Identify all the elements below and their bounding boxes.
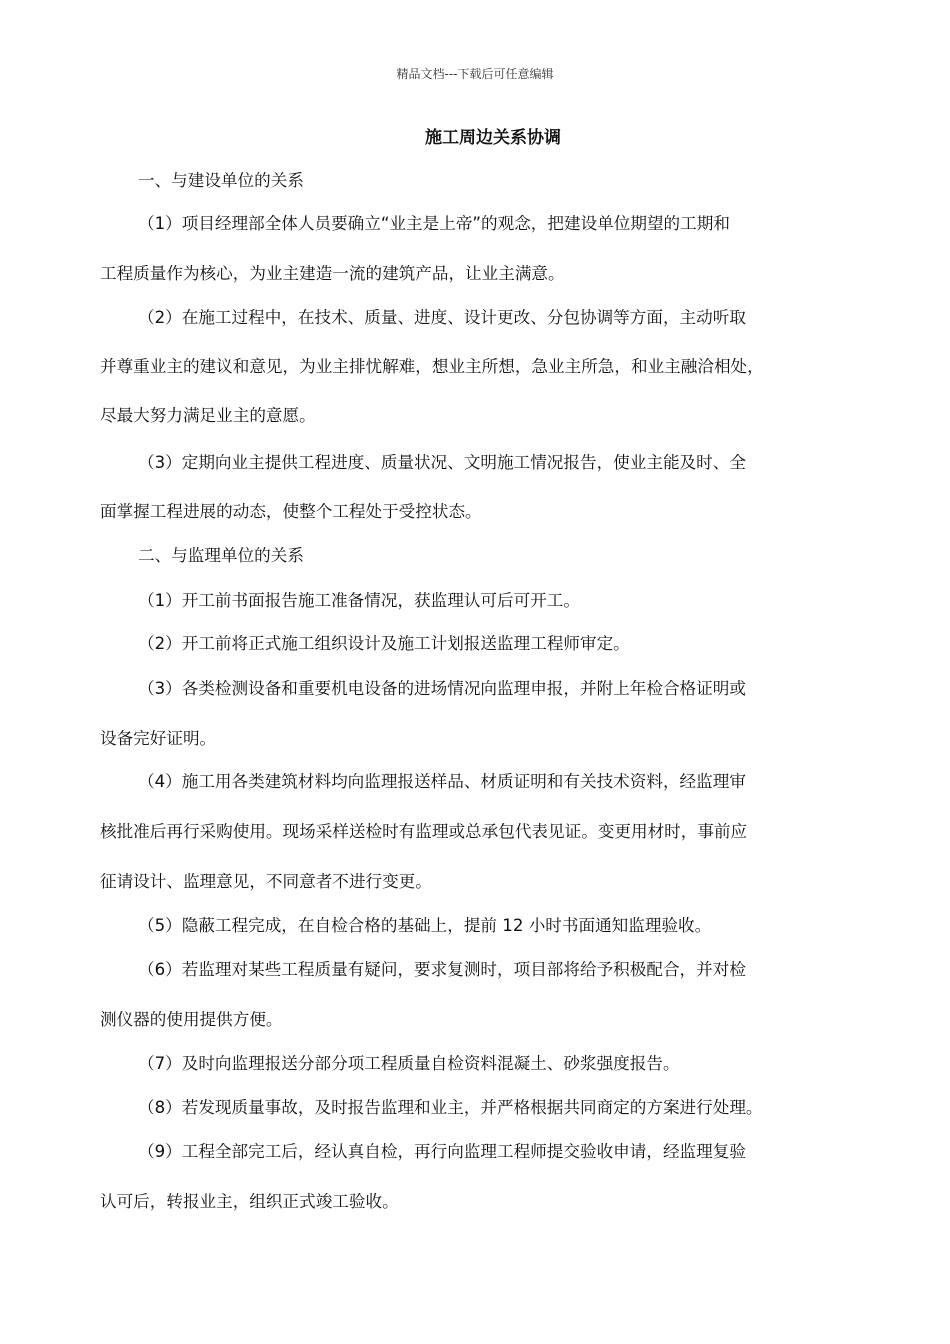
paragraph-line: （8）若发现质量事故，及时报告监理和业主，并严格根据共同商定的方案进行处理。 [138, 1098, 763, 1117]
paragraph-line: （2）在施工过程中，在技术、质量、进度、设计更改、分包协调等方面，主动听取 [138, 308, 746, 327]
paragraph-line: （1）开工前书面报告施工准备情况，获监理认可后可开工。 [138, 591, 580, 610]
paragraph-line: （3）各类检测设备和重要机电设备的进场情况向监理申报，并附上年检合格证明或 [138, 679, 746, 698]
paragraph-line: （2）开工前将正式施工组织设计及施工计划报送监理工程师审定。 [138, 634, 630, 653]
paragraph-line: 设备完好证明。 [100, 729, 217, 748]
paragraph-line: （7）及时向监理报送分部分项工程质量自检资料混凝土、砂浆强度报告。 [138, 1054, 680, 1073]
paragraph-line: （3）定期向业主提供工程进度、质量状况、文明施工情况报告，使业主能及时、全 [138, 453, 746, 472]
paragraph-line: 核批准后再行采购使用。现场采样送检时有监理或总承包代表见证。变更用材时，事前应 [100, 822, 748, 841]
paragraph-line: （6）若监理对某些工程质量有疑问，要求复测时，项目部将给予积极配合，并对检 [138, 960, 746, 979]
paragraph-line: 面掌握工程进展的动态，使整个工程处于受控状态。 [100, 502, 482, 521]
section-heading-construction-unit: 一、与建设单位的关系 [138, 171, 304, 190]
paragraph-line: 测仪器的使用提供方便。 [100, 1010, 283, 1029]
section-heading-supervision-unit: 二、与监理单位的关系 [138, 546, 304, 565]
header-note: 精品文档---下载后可任意编辑 [396, 67, 554, 81]
paragraph-line: （4）施工用各类建筑材料均向监理报送样品、材质证明和有关技术资料，经监理审 [138, 772, 746, 791]
paragraph-line: 认可后，转报业主，组织正式竣工验收。 [100, 1192, 399, 1211]
paragraph-line: （9）工程全部完工后，经认真自检，再行向监理工程师提交验收申请，经监理复验 [138, 1142, 746, 1161]
paragraph-line: 并尊重业主的建议和意见，为业主排忧解难，想业主所想，急业主所急，和业主融洽相处， [100, 357, 764, 376]
paragraph-line: 工程质量作为核心，为业主建造一流的建筑产品，让业主满意。 [100, 264, 565, 283]
paragraph-line: （5）隐蔽工程完成，在自检合格的基础上，提前 12 小时书面通知监理验收。 [138, 916, 712, 935]
paragraph-line: 尽最大努力满足业主的意愿。 [100, 406, 316, 425]
paragraph-line: （1）项目经理部全体人员要确立“业主是上帝”的观念，把建设单位期望的工期和 [138, 214, 730, 233]
paragraph-line: 征请设计、监理意见，不同意者不进行变更。 [100, 872, 432, 891]
page-title: 施工周边关系协调 [425, 128, 561, 148]
